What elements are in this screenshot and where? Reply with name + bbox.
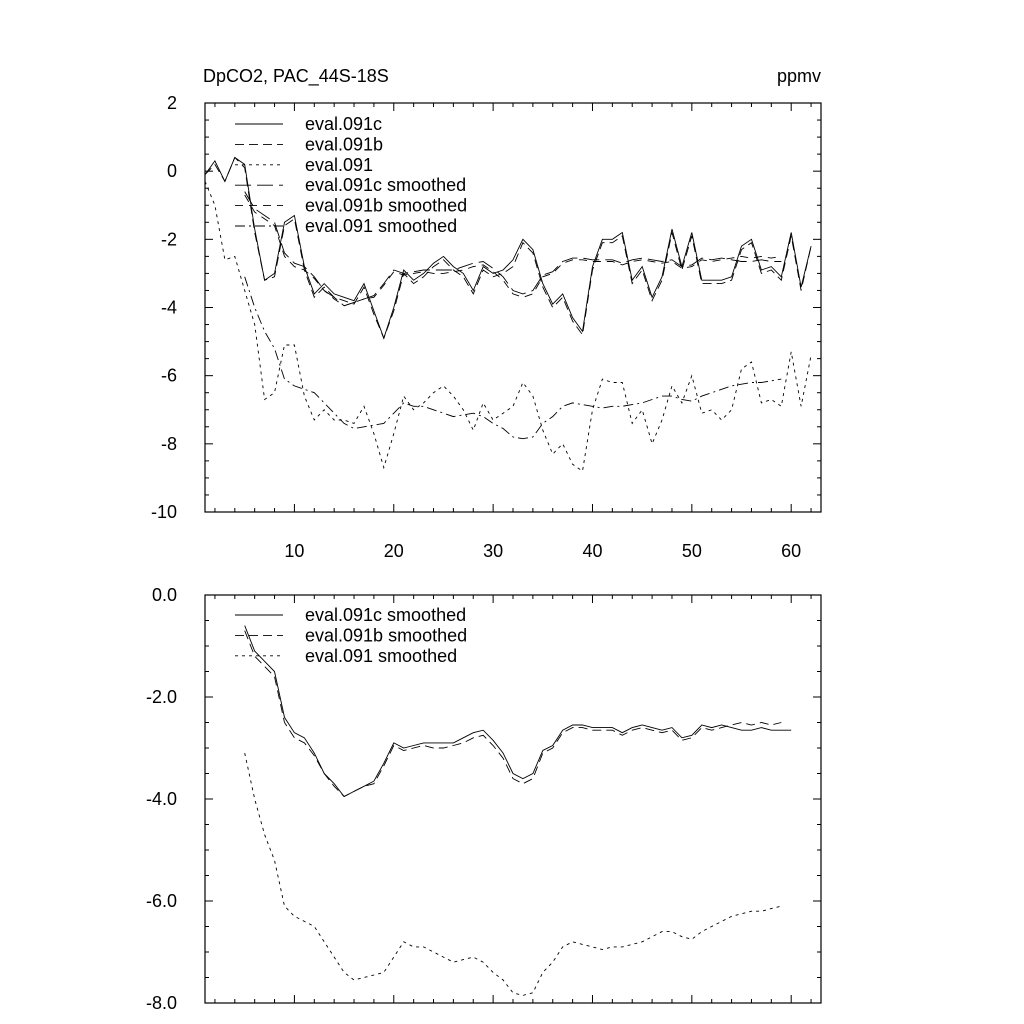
plot-frame bbox=[205, 595, 821, 1003]
y-tick-label: -10 bbox=[150, 502, 177, 522]
x-tick-label: 40 bbox=[582, 541, 603, 561]
x-tick-label: 30 bbox=[483, 541, 504, 561]
y-tick-label: -6.0 bbox=[145, 891, 177, 911]
series-1 bbox=[205, 158, 811, 339]
series-2 bbox=[245, 753, 782, 995]
legend-label: eval.091b smoothed bbox=[305, 195, 468, 216]
plot-frame bbox=[205, 103, 821, 512]
x-tick-label: 50 bbox=[681, 541, 702, 561]
panel-top bbox=[151, 66, 821, 561]
x-tick-label: 20 bbox=[383, 541, 404, 561]
series-5 bbox=[245, 277, 782, 439]
series-line bbox=[205, 158, 811, 339]
units-label: ppmv bbox=[776, 66, 821, 86]
legend-label: eval.091c bbox=[305, 114, 383, 134]
y-tick-label: -4 bbox=[160, 297, 177, 318]
legend-label: eval.091 smoothed bbox=[305, 645, 458, 666]
series-line bbox=[245, 753, 782, 995]
y-tick-label: 0 bbox=[166, 161, 177, 182]
y-tick-label: -8.0 bbox=[145, 993, 177, 1013]
legend-label: eval.091b smoothed bbox=[305, 625, 468, 646]
y-tick-label: -2 bbox=[160, 229, 177, 250]
y-tick-label: -8 bbox=[160, 433, 177, 454]
y-tick-label: -2.0 bbox=[145, 687, 177, 707]
legend-label: eval.091c smoothed bbox=[305, 175, 467, 196]
chart-title: DpCO2, PAC_44S-18S bbox=[203, 66, 389, 86]
legend-label: eval.091c smoothed bbox=[305, 605, 467, 625]
series-line bbox=[205, 158, 811, 339]
y-tick-label: -6 bbox=[160, 365, 177, 386]
series-0 bbox=[205, 158, 811, 339]
legend-label: eval.091 smoothed bbox=[305, 216, 458, 236]
y-tick-label: 2 bbox=[166, 93, 177, 113]
y-tick-label: -4.0 bbox=[145, 789, 177, 809]
x-tick-label: 10 bbox=[284, 541, 305, 561]
x-tick-label: 60 bbox=[781, 541, 802, 561]
y-tick-label: 0.0 bbox=[151, 585, 177, 605]
panel-bottom bbox=[146, 585, 821, 1013]
series-line bbox=[245, 277, 782, 439]
legend-label: eval.091 bbox=[305, 154, 374, 175]
legend-label: eval.091b bbox=[305, 134, 384, 155]
